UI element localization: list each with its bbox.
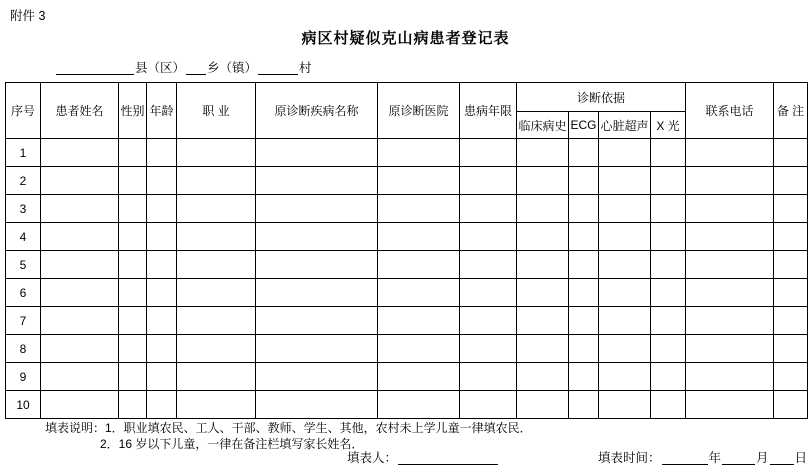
cell-age — [147, 335, 177, 363]
filled-by-group — [347, 448, 499, 466]
cell-gender — [119, 307, 147, 335]
row-number-cell: 4 — [6, 223, 41, 251]
cell-remarks — [774, 363, 808, 391]
col-header-gender: 性别 — [119, 83, 147, 139]
table-body — [6, 139, 808, 419]
cell-original-disease — [256, 307, 378, 335]
cell-contact-phone — [686, 167, 774, 195]
cell-gender — [119, 223, 147, 251]
cell-occupation — [177, 307, 256, 335]
cell-age — [147, 251, 177, 279]
cell-gender — [119, 279, 147, 307]
cell-xray — [651, 195, 686, 223]
cell-ecg — [569, 363, 599, 391]
month-label: 月 — [756, 451, 769, 465]
cell-xray — [651, 391, 686, 419]
cell-original-hospital — [378, 223, 460, 251]
location-line — [55, 58, 312, 76]
village-label: 村 — [299, 61, 312, 75]
table-row — [6, 139, 808, 167]
cell-cardiac-ultrasound — [599, 167, 651, 195]
cell-remarks — [774, 335, 808, 363]
table-row — [6, 167, 808, 195]
cell-occupation — [177, 223, 256, 251]
cell-clinical-history — [517, 167, 569, 195]
cell-illness-years — [460, 279, 517, 307]
cell-contact-phone — [686, 195, 774, 223]
cell-contact-phone — [686, 139, 774, 167]
cell-xray — [651, 279, 686, 307]
cell-clinical-history — [517, 251, 569, 279]
cell-clinical-history — [517, 363, 569, 391]
cell-original-hospital — [378, 307, 460, 335]
form-note-1: 填表说明：1．职业填农民、工人、干部、教师、学生、其他，农村未上学儿童一律填农民． — [45, 421, 532, 435]
day-label: 日 — [794, 451, 808, 465]
cell-gender — [119, 391, 147, 419]
cell-gender — [119, 335, 147, 363]
cell-patient-name — [41, 167, 119, 195]
cell-occupation — [177, 363, 256, 391]
cell-cardiac-ultrasound — [599, 279, 651, 307]
cell-original-disease — [256, 335, 378, 363]
cell-original-disease — [256, 391, 378, 419]
cell-ecg — [569, 139, 599, 167]
cell-contact-phone — [686, 363, 774, 391]
header-row-1 — [6, 83, 808, 112]
filled-by-blank — [398, 451, 498, 465]
table-row — [6, 251, 808, 279]
cell-gender — [119, 363, 147, 391]
cell-cardiac-ultrasound — [599, 363, 651, 391]
cell-contact-phone — [686, 307, 774, 335]
cell-contact-phone — [686, 279, 774, 307]
cell-original-disease — [256, 195, 378, 223]
cell-original-hospital — [378, 363, 460, 391]
cell-original-hospital — [378, 195, 460, 223]
row-number-cell: 1 — [6, 139, 41, 167]
row-number-cell: 10 — [6, 391, 41, 419]
cell-patient-name — [41, 223, 119, 251]
year-label: 年 — [708, 451, 722, 465]
cell-contact-phone — [686, 391, 774, 419]
township-label: 乡（镇） — [207, 61, 258, 75]
cell-clinical-history — [517, 195, 569, 223]
page-title: 病区村疑似克山病患者登记表 — [301, 30, 510, 47]
col-header-clinical-history: 临床病史 — [517, 112, 569, 139]
col-header-age: 年龄 — [147, 83, 177, 139]
cell-patient-name — [41, 279, 119, 307]
table-row — [6, 279, 808, 307]
row-number-cell: 9 — [6, 363, 41, 391]
cell-remarks — [774, 279, 808, 307]
cell-original-disease — [256, 279, 378, 307]
cell-remarks — [774, 195, 808, 223]
footer-line — [0, 448, 811, 468]
col-header-original-disease: 原诊断疾病名称 — [256, 83, 378, 139]
attachment-label: 附件 3 — [10, 9, 46, 23]
cell-cardiac-ultrasound — [599, 195, 651, 223]
cell-age — [147, 139, 177, 167]
cell-xray — [651, 167, 686, 195]
month-blank — [722, 451, 755, 465]
row-number-cell: 8 — [6, 335, 41, 363]
township-blank — [186, 61, 206, 75]
cell-clinical-history — [517, 139, 569, 167]
cell-clinical-history — [517, 391, 569, 419]
table-row — [6, 335, 808, 363]
day-blank — [770, 451, 794, 465]
cell-illness-years — [460, 307, 517, 335]
cell-remarks — [774, 167, 808, 195]
cell-cardiac-ultrasound — [599, 391, 651, 419]
cell-cardiac-ultrasound — [599, 307, 651, 335]
cell-age — [147, 391, 177, 419]
cell-original-disease — [256, 139, 378, 167]
cell-original-hospital — [378, 279, 460, 307]
cell-illness-years — [460, 167, 517, 195]
row-number-cell: 5 — [6, 251, 41, 279]
cell-age — [147, 195, 177, 223]
cell-ecg — [569, 391, 599, 419]
cell-patient-name — [41, 335, 119, 363]
cell-original-hospital — [378, 335, 460, 363]
cell-xray — [651, 307, 686, 335]
cell-remarks — [774, 307, 808, 335]
cell-cardiac-ultrasound — [599, 139, 651, 167]
cell-gender — [119, 139, 147, 167]
table-row — [6, 307, 808, 335]
cell-illness-years — [460, 335, 517, 363]
col-header-remarks: 备 注 — [774, 83, 808, 139]
cell-remarks — [774, 251, 808, 279]
cell-occupation — [177, 139, 256, 167]
cell-clinical-history — [517, 335, 569, 363]
cell-contact-phone — [686, 223, 774, 251]
cell-patient-name — [41, 363, 119, 391]
cell-age — [147, 223, 177, 251]
cell-cardiac-ultrasound — [599, 223, 651, 251]
cell-age — [147, 279, 177, 307]
cell-illness-years — [460, 363, 517, 391]
village-blank — [258, 61, 298, 75]
col-header-occupation: 职 业 — [177, 83, 256, 139]
cell-patient-name — [41, 391, 119, 419]
registration-table — [5, 82, 808, 419]
cell-occupation — [177, 279, 256, 307]
county-blank — [56, 61, 134, 75]
cell-ecg — [569, 223, 599, 251]
cell-occupation — [177, 335, 256, 363]
cell-ecg — [569, 279, 599, 307]
cell-xray — [651, 223, 686, 251]
table-row — [6, 195, 808, 223]
cell-xray — [651, 363, 686, 391]
cell-clinical-history — [517, 307, 569, 335]
cell-illness-years — [460, 223, 517, 251]
fill-time-group — [598, 448, 807, 466]
filled-by-label: 填表人： — [347, 451, 398, 465]
cell-clinical-history — [517, 279, 569, 307]
cell-original-hospital — [378, 167, 460, 195]
year-blank — [662, 451, 708, 465]
cell-ecg — [569, 335, 599, 363]
fill-time-label: 填表时间： — [598, 451, 661, 465]
form-note-2: 2．16 岁以下儿童，一律在备注栏填写家长姓名． — [100, 437, 364, 451]
table-row — [6, 391, 808, 419]
cell-ecg — [569, 251, 599, 279]
col-header-cardiac-ultrasound: 心脏超声 — [599, 112, 651, 139]
cell-ecg — [569, 195, 599, 223]
cell-gender — [119, 167, 147, 195]
cell-contact-phone — [686, 335, 774, 363]
cell-original-hospital — [378, 139, 460, 167]
cell-original-disease — [256, 223, 378, 251]
cell-patient-name — [41, 139, 119, 167]
cell-contact-phone — [686, 251, 774, 279]
row-number-cell: 6 — [6, 279, 41, 307]
cell-patient-name — [41, 307, 119, 335]
cell-xray — [651, 335, 686, 363]
cell-patient-name — [41, 195, 119, 223]
cell-clinical-history — [517, 223, 569, 251]
county-label: 县（区） — [135, 61, 186, 75]
cell-original-hospital — [378, 391, 460, 419]
cell-remarks — [774, 139, 808, 167]
col-header-no: 序号 — [6, 83, 41, 139]
cell-illness-years — [460, 195, 517, 223]
cell-illness-years — [460, 251, 517, 279]
table-row — [6, 363, 808, 391]
cell-occupation — [177, 195, 256, 223]
cell-occupation — [177, 167, 256, 195]
cell-ecg — [569, 307, 599, 335]
cell-original-disease — [256, 363, 378, 391]
cell-xray — [651, 251, 686, 279]
cell-patient-name — [41, 251, 119, 279]
col-header-diagnosis-basis: 诊断依据 — [517, 83, 686, 112]
row-number-cell: 2 — [6, 167, 41, 195]
cell-cardiac-ultrasound — [599, 335, 651, 363]
table-row — [6, 223, 808, 251]
col-header-patient-name: 患者姓名 — [41, 83, 119, 139]
cell-ecg — [569, 167, 599, 195]
cell-remarks — [774, 223, 808, 251]
cell-cardiac-ultrasound — [599, 251, 651, 279]
row-number-cell: 3 — [6, 195, 41, 223]
cell-age — [147, 363, 177, 391]
cell-original-disease — [256, 251, 378, 279]
col-header-xray: X 光 — [651, 112, 686, 139]
cell-occupation — [177, 391, 256, 419]
cell-xray — [651, 139, 686, 167]
col-header-contact-phone: 联系电话 — [686, 83, 774, 139]
cell-age — [147, 167, 177, 195]
row-number-cell: 7 — [6, 307, 41, 335]
cell-illness-years — [460, 391, 517, 419]
cell-original-hospital — [378, 251, 460, 279]
col-header-ecg: ECG — [569, 112, 599, 139]
cell-gender — [119, 195, 147, 223]
col-header-illness-years: 患病年限 — [460, 83, 517, 139]
cell-gender — [119, 251, 147, 279]
col-header-original-hospital: 原诊断医院 — [378, 83, 460, 139]
cell-age — [147, 307, 177, 335]
cell-illness-years — [460, 139, 517, 167]
cell-remarks — [774, 391, 808, 419]
cell-original-disease — [256, 167, 378, 195]
cell-occupation — [177, 251, 256, 279]
